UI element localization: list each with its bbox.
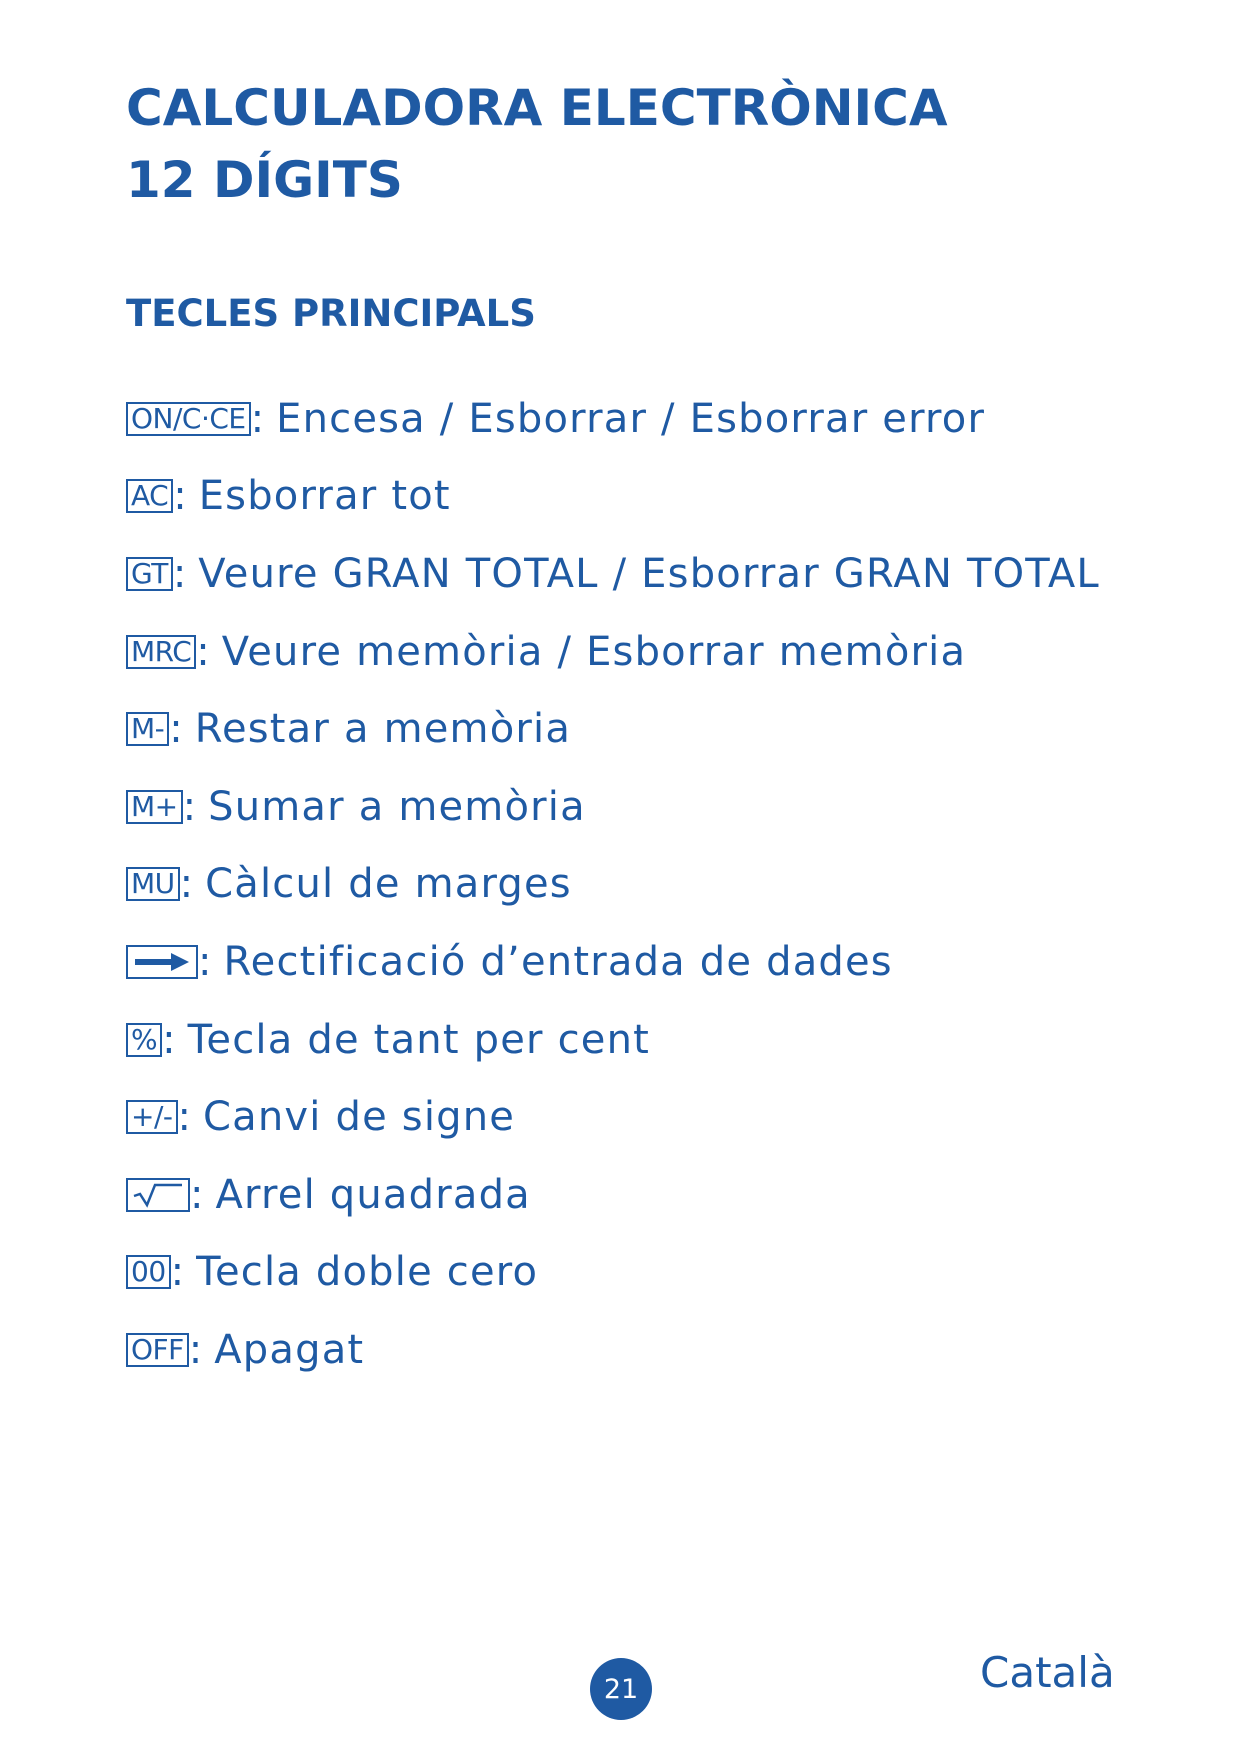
keycap-arrow <box>126 945 198 979</box>
key-row-square-root <box>126 1156 1100 1234</box>
key-description: Arrel quadrada <box>215 1171 531 1218</box>
key-separator: : <box>188 1326 203 1373</box>
section-title: TECLES PRINCIPALS <box>126 292 536 335</box>
key-separator: : <box>190 1171 204 1218</box>
keycap-gt: GT <box>126 557 173 591</box>
key-description: Tecla de tant per cent <box>187 1016 651 1063</box>
title-line-2: 12 DÍGITS <box>126 151 403 209</box>
key-description: Restar a memòria <box>194 706 572 753</box>
keycap-m-minus: M- <box>126 712 169 746</box>
key-description: Encesa / Esborrar / Esborrar error <box>276 395 986 442</box>
key-separator: : <box>173 473 187 520</box>
key-row-on-c-ce <box>126 380 1100 458</box>
key-separator: : <box>169 706 183 753</box>
keycap-percent: % <box>126 1023 162 1057</box>
key-description: Esborrar tot <box>198 473 451 520</box>
keycap-off: OFF <box>126 1333 189 1367</box>
key-description: Rectificació d’entrada de dades <box>223 938 893 985</box>
key-description: Canvi de signe <box>202 1094 516 1141</box>
keycap-on-c-ce: ON/C·CE <box>126 402 251 436</box>
key-separator: : <box>198 938 212 985</box>
key-row-gt <box>126 535 1100 613</box>
page-title <box>126 72 948 216</box>
keycap-double-zero: 00 <box>126 1255 171 1289</box>
key-row-m-plus <box>126 768 1100 846</box>
key-row-m-minus <box>126 690 1100 768</box>
keycap-square-root <box>126 1178 190 1212</box>
keycap-m-plus: M+ <box>126 790 183 824</box>
keycap-plus-minus: +/- <box>126 1100 178 1134</box>
keycap-mu: MU <box>126 867 180 901</box>
key-separator: : <box>182 783 197 830</box>
key-row-mu <box>126 846 1100 924</box>
key-separator: : <box>196 628 210 675</box>
key-separator: : <box>170 1249 185 1296</box>
key-description: Tecla doble cero <box>196 1249 539 1296</box>
key-row-ac <box>126 458 1100 536</box>
key-description: Veure memòria / Esborrar memòria <box>221 628 967 675</box>
keycap-mrc: MRC <box>126 635 196 669</box>
key-description: Apagat <box>214 1326 365 1373</box>
key-separator: : <box>172 550 187 597</box>
title-line-1: CALCULADORA ELECTRÒNICA <box>126 79 948 137</box>
key-row-double-zero <box>126 1234 1100 1312</box>
key-description: Sumar a memòria <box>208 783 586 830</box>
keycap-ac: AC <box>126 479 173 513</box>
key-row-arrow <box>126 923 1100 1001</box>
key-row-mrc <box>126 613 1100 691</box>
key-row-off <box>126 1311 1100 1389</box>
key-separator: : <box>179 861 194 908</box>
key-separator: : <box>250 395 265 442</box>
square-root-icon <box>131 1182 185 1208</box>
key-description: Càlcul de marges <box>205 861 572 908</box>
right-arrow-icon <box>131 951 193 973</box>
key-row-percent <box>126 1001 1100 1079</box>
key-separator: : <box>162 1016 176 1063</box>
key-row-plus-minus <box>126 1078 1100 1156</box>
key-description: Veure GRAN TOTAL / Esborrar GRAN TOTAL <box>198 550 1100 597</box>
language-label: Català <box>980 1648 1115 1697</box>
key-separator: : <box>177 1094 191 1141</box>
page-number-badge: 21 <box>590 1658 652 1720</box>
key-list <box>126 380 1100 1389</box>
